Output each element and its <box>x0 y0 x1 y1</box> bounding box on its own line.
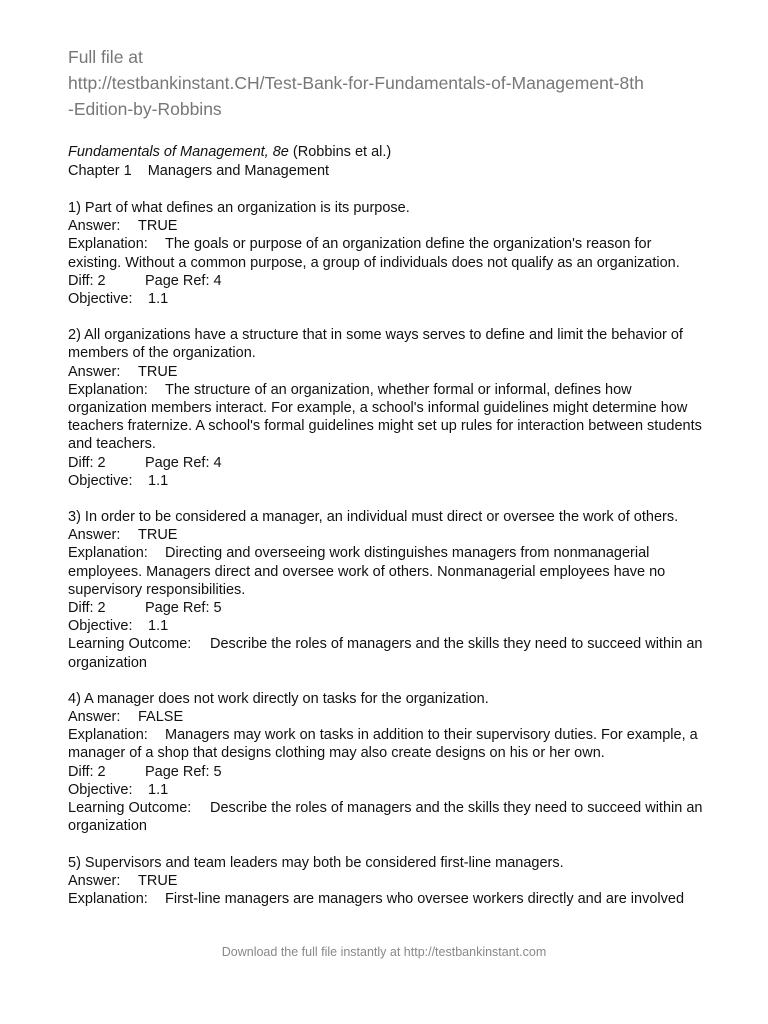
objective-value: 1.1 <box>148 618 169 635</box>
question-stem: 2) All organizations have a structure that in some ways serves to define and limit the behavior of members of the organization. <box>68 327 683 362</box>
chapter-title: Managers and Management <box>147 163 330 179</box>
objective-row <box>68 472 708 490</box>
objective-label: Objective: <box>68 618 133 635</box>
explanation-text: Directing and overseeing work distinguishes managers from nonmanagerial employees. Managers direct and oversee work of others. Nonmanagerial employees have no supervisory responsibilities. <box>68 545 666 598</box>
answer-label: Answer: <box>68 709 121 726</box>
explanation-label: Explanation: <box>68 236 148 253</box>
difficulty: Diff: 2 <box>68 272 106 289</box>
explanation-label: Explanation: <box>68 727 148 744</box>
explanation-text: The structure of an organization, whether formal or informal, defines how organization members interact. For example, a school's informal guidelines might determine how teachers fraternize. A school's formal guidelines might set up rules for interaction between students and teachers. <box>68 381 702 453</box>
learning-outcome-row <box>68 635 708 671</box>
download-footer[interactable] <box>0 945 768 959</box>
page-ref: Page Ref: 5 <box>145 600 222 617</box>
difficulty-row <box>68 454 708 472</box>
question-list <box>68 199 708 908</box>
learning-outcome-text: Describe the roles of managers and the skills they need to succeed within an organization <box>68 636 703 671</box>
answer-label: Answer: <box>68 363 121 380</box>
explanation-row <box>68 544 708 599</box>
chapter-number: Chapter 1 <box>68 163 132 179</box>
question-item <box>68 690 708 836</box>
objective-label: Objective: <box>68 781 133 798</box>
objective-value: 1.1 <box>148 291 169 308</box>
answer-value: TRUE <box>138 218 178 235</box>
answer-label: Answer: <box>68 872 121 889</box>
answer-label: Answer: <box>68 218 121 235</box>
learning-outcome-text: Describe the roles of managers and the skills they need to succeed within an organization <box>68 800 703 835</box>
learning-outcome-label: Learning Outcome: <box>68 636 192 653</box>
question-item <box>68 199 708 308</box>
chapter-heading <box>68 162 708 181</box>
full-file-link[interactable] <box>68 44 708 122</box>
objective-row <box>68 290 708 308</box>
header-line-1: Full file at <box>68 47 143 67</box>
explanation-label: Explanation: <box>68 381 148 398</box>
question-item <box>68 854 708 909</box>
answer-row <box>68 363 708 381</box>
explanation-label: Explanation: <box>68 890 148 907</box>
objective-label: Objective: <box>68 472 133 489</box>
answer-row <box>68 708 708 726</box>
explanation-text: First-line managers are managers who oversee workers directly and are involved <box>165 890 685 907</box>
answer-label: Answer: <box>68 527 121 544</box>
answer-row <box>68 526 708 544</box>
difficulty: Diff: 2 <box>68 763 106 780</box>
objective-label: Objective: <box>68 291 133 308</box>
question-item <box>68 508 708 672</box>
explanation-text: Managers may work on tasks in addition to their supervisory duties. For example, a manager of a shop that designs clothing may also create designs on his or her own. <box>68 727 698 762</box>
document-page <box>68 44 708 926</box>
explanation-label: Explanation: <box>68 545 148 562</box>
difficulty: Diff: 2 <box>68 600 106 617</box>
book-title-line <box>68 143 708 162</box>
objective-value: 1.1 <box>148 781 169 798</box>
page-ref: Page Ref: 4 <box>145 454 222 471</box>
footer-text[interactable]: Download the full file instantly at http://testbankinstant.com <box>221 945 547 959</box>
page-ref: Page Ref: 5 <box>145 763 222 780</box>
objective-row <box>68 781 708 799</box>
document-title-block <box>68 143 708 181</box>
answer-value: TRUE <box>138 872 178 889</box>
objective-value: 1.1 <box>148 472 169 489</box>
difficulty: Diff: 2 <box>68 454 106 471</box>
difficulty-row <box>68 763 708 781</box>
explanation-row <box>68 726 708 762</box>
explanation-row <box>68 890 708 908</box>
answer-value: TRUE <box>138 363 178 380</box>
difficulty-row <box>68 599 708 617</box>
explanation-row <box>68 235 708 271</box>
book-authors: (Robbins et al.) <box>292 144 392 160</box>
learning-outcome-label: Learning Outcome: <box>68 800 192 817</box>
answer-value: FALSE <box>138 709 184 726</box>
book-title: Fundamentals of Management, 8e <box>68 144 289 160</box>
explanation-text: The goals or purpose of an organization define the organization's reason for existing. Without a common purpose, a group of individuals does not qualify as an organization. <box>68 236 680 271</box>
question-item <box>68 326 708 490</box>
answer-value: TRUE <box>138 527 178 544</box>
header-line-3[interactable]: -Edition-by-Robbins <box>68 99 222 119</box>
explanation-row <box>68 381 708 454</box>
question-stem: 1) Part of what defines an organization is its purpose. <box>68 200 410 216</box>
page-ref: Page Ref: 4 <box>145 272 222 289</box>
question-stem: 5) Supervisors and team leaders may both be considered first-line managers. <box>68 854 564 871</box>
question-stem: 4) A manager does not work directly on tasks for the organization. <box>68 690 489 707</box>
learning-outcome-row <box>68 799 708 835</box>
question-stem: 3) In order to be considered a manager, an individual must direct or oversee the work of others. <box>68 509 679 526</box>
answer-row <box>68 872 708 890</box>
objective-row <box>68 617 708 635</box>
header-line-2[interactable]: http://testbankinstant.CH/Test-Bank-for-Fundamentals-of-Management-8th <box>68 73 644 93</box>
answer-row <box>68 217 708 235</box>
difficulty-row <box>68 272 708 290</box>
